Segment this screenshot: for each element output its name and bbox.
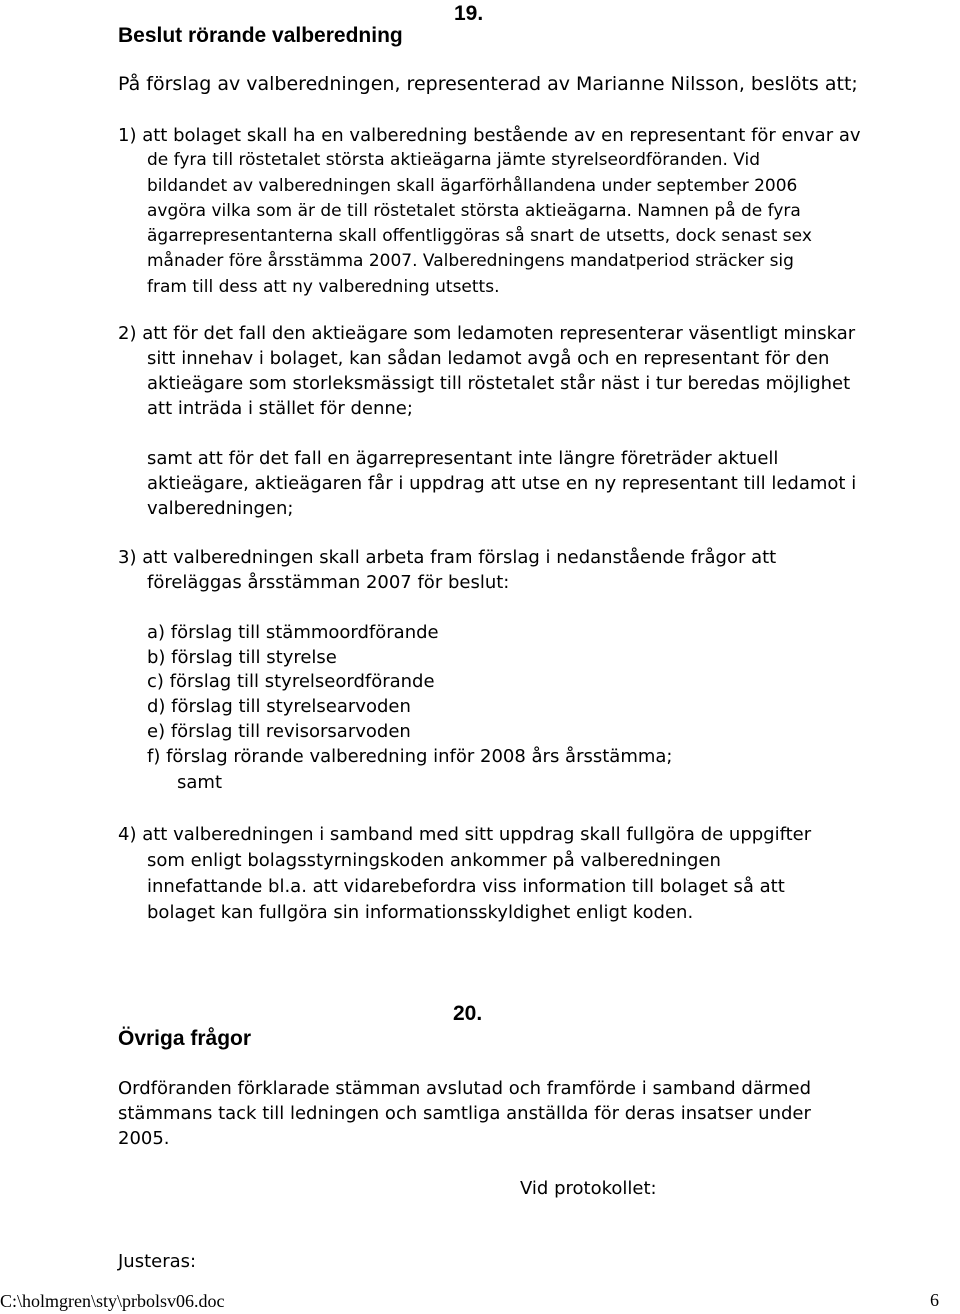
item-4-line: innefattande bl.a. att vidarebefordra viss information till bolaget så att (147, 876, 785, 897)
section-19-title: Beslut rörande valberedning (118, 24, 403, 47)
section-19-intro: På förslag av valberedningen, representerad av Marianne Nilsson, beslöts att; (118, 73, 858, 95)
item-1-line: månader före årsstämma 2007. Valberedningens mandatperiod sträcker sig (147, 251, 794, 271)
sub-item: f) förslag rörande valberedning inför 2008 års årsstämma; (147, 746, 673, 767)
item-1-line: fram till dess att ny valberedning utsetts. (147, 277, 500, 297)
footer-file-path: C:\holmgren\sty\prbolsv06.doc (0, 1291, 225, 1311)
item-2-line: 2) att för det fall den aktieägare som ledamoten representerar väsentligt minskar (118, 323, 856, 344)
sub-item: a) förslag till stämmoordförande (147, 622, 439, 643)
item-2-line: att inträda i stället för denne; (147, 398, 413, 419)
item-4-line: bolaget kan fullgöra sin informationsskyldighet enligt koden. (147, 902, 694, 923)
section-20-title: Övriga frågor (118, 1027, 252, 1050)
sub-item: e) förslag till revisorsarvoden (147, 721, 411, 742)
item-1-line: de fyra till röstetalet största aktieägarna jämte styrelseordföranden. Vid (147, 150, 761, 170)
section-19-number: 19. (454, 2, 484, 25)
section-20-line: stämmans tack till ledningen och samtliga anställda för deras insatser under (118, 1103, 811, 1124)
samt-line: samt att för det fall en ägarrepresentant inte längre företräder aktuell (147, 448, 779, 469)
sub-item: c) förslag till styrelseordförande (147, 671, 435, 692)
footer-page-number: 6 (930, 1290, 939, 1310)
samt-line: aktieägare, aktieägaren får i uppdrag att utse en ny representant till ledamot i (147, 473, 857, 494)
item-2-line: sitt innehav i bolaget, kan sådan ledamot avgå och en representant för den (147, 348, 830, 369)
item-3-line: föreläggas årsstämman 2007 för beslut: (147, 572, 510, 593)
section-20-line: Ordföranden förklarade stämman avslutad och framförde i samband därmed (118, 1078, 811, 1099)
item-3-line: 3) att valberedningen skall arbeta fram förslag i nedanstående frågor att (118, 547, 777, 568)
item-4-line: som enligt bolagsstyrningskoden ankommer på valberedningen (147, 850, 721, 871)
sub-item: b) förslag till styrelse (147, 647, 337, 668)
item-1-line: ägarrepresentanterna skall offentliggöras så snart de utsetts, dock senast sex (147, 226, 812, 246)
section-20-line: 2005. (118, 1128, 170, 1149)
verified-label: Justeras: (118, 1251, 197, 1272)
section-20-number: 20. (453, 1002, 483, 1025)
item-1-line: avgöra vilka som är de till röstetalet största aktieägarna. Namnen på de fyra (147, 201, 801, 221)
samt-line: valberedningen; (147, 498, 294, 519)
item-1-line: 1) att bolaget skall ha en valberedning bestående av en representant för envar av (118, 125, 861, 146)
protocol-label: Vid protokollet: (520, 1178, 657, 1199)
item-1-line: bildandet av valberedningen skall ägarförhållandena under september 2006 (147, 176, 798, 196)
item-2-line: aktieägare som storleksmässigt till röstetalet står näst i tur beredas möjlighet (147, 373, 851, 394)
item-4-line: 4) att valberedningen i samband med sitt uppdrag skall fullgöra de uppgifter (118, 824, 812, 845)
sub-item-samt: samt (177, 772, 222, 793)
sub-item: d) förslag till styrelsearvoden (147, 696, 411, 717)
